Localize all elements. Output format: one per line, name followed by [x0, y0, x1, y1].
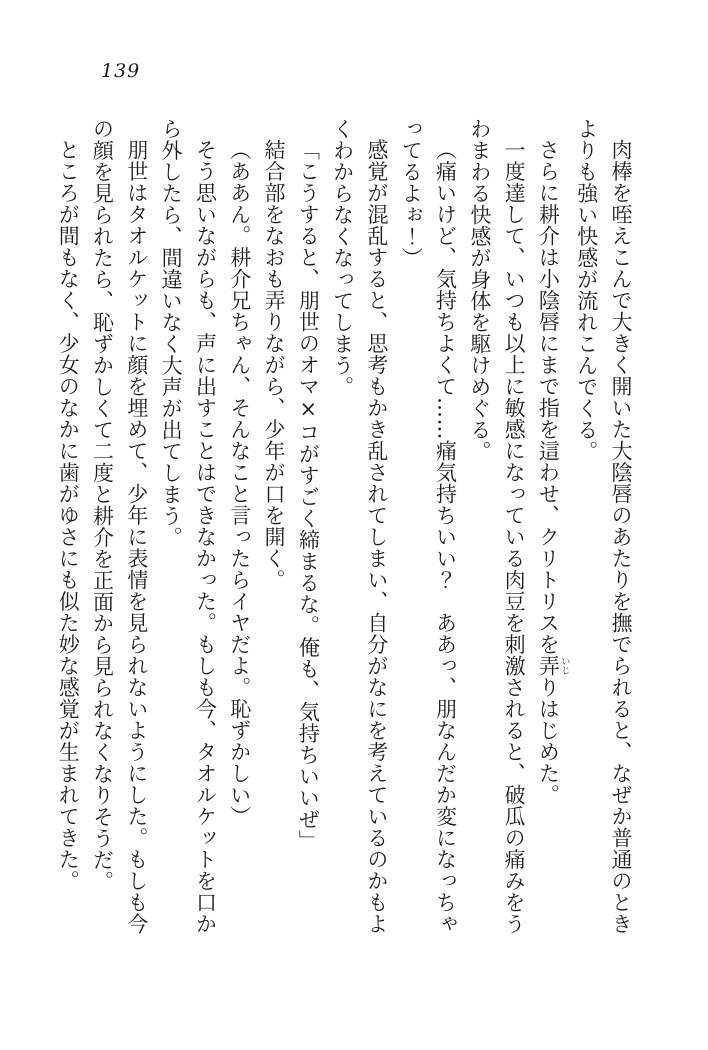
paragraph: 結合部をなおも弄りながら、少年が口を開く。: [262, 139, 287, 591]
paragraph: （痛いけど、気持ちよくて……痛気持ちいい？ ああっ、朋なんだか変になっちゃってるよぉ！）: [399, 118, 458, 935]
paragraph: 肉棒を咥えこんで大きく開いた大陰唇のあたりを撫でられると、なぜか普通のときよりも強い快感が流れこんでくる。: [574, 118, 633, 935]
paragraph: さらに耕介は小陰唇にまで指を這わせ、クリトリスを弄 いじりはじめた。: [536, 139, 570, 806]
paragraph: （ああん。耕介兄ちゃん、そんなこと言ったらイヤだよ。恥ずかしい）: [227, 139, 252, 827]
paragraph: ところが間もなく、少女のなかに歯がゆさにも似た妙な感覚が生まれてきた。: [56, 139, 81, 892]
paragraph: 感覚が混乱すると、思考もかき乱されてしまい、自分がなにを考えているのかもよくわからなくなってしまう。: [330, 118, 389, 935]
paragraph: 「こうすると、朋世のオマ×コがすごく締まるな。俺も、気持ちいいぜ」: [296, 139, 321, 852]
paragraph: 朋世はタオルケットに顔を埋めて、少年に表情を見られないようにした。もしも今の顔を見られたら、恥ずかしくて二度と耕介を正面から見られなくなりそうだ。: [90, 118, 149, 935]
furigana-ruby: 弄 いじ: [536, 655, 570, 677]
paragraph: そう思いながらも、声に出すことはできなかった。もしも今、タオルケットを口から外したら、間違いなく大声が出てしまう。: [159, 118, 218, 935]
body-text: [51, 118, 638, 938]
page-number: 139: [101, 60, 141, 82]
paragraph: 一度達して、いつも以上に敏感になっている肉豆を刺激されると、破瓜の痛みをうわまわる快感が身体を駆けめぐる。: [467, 118, 527, 935]
